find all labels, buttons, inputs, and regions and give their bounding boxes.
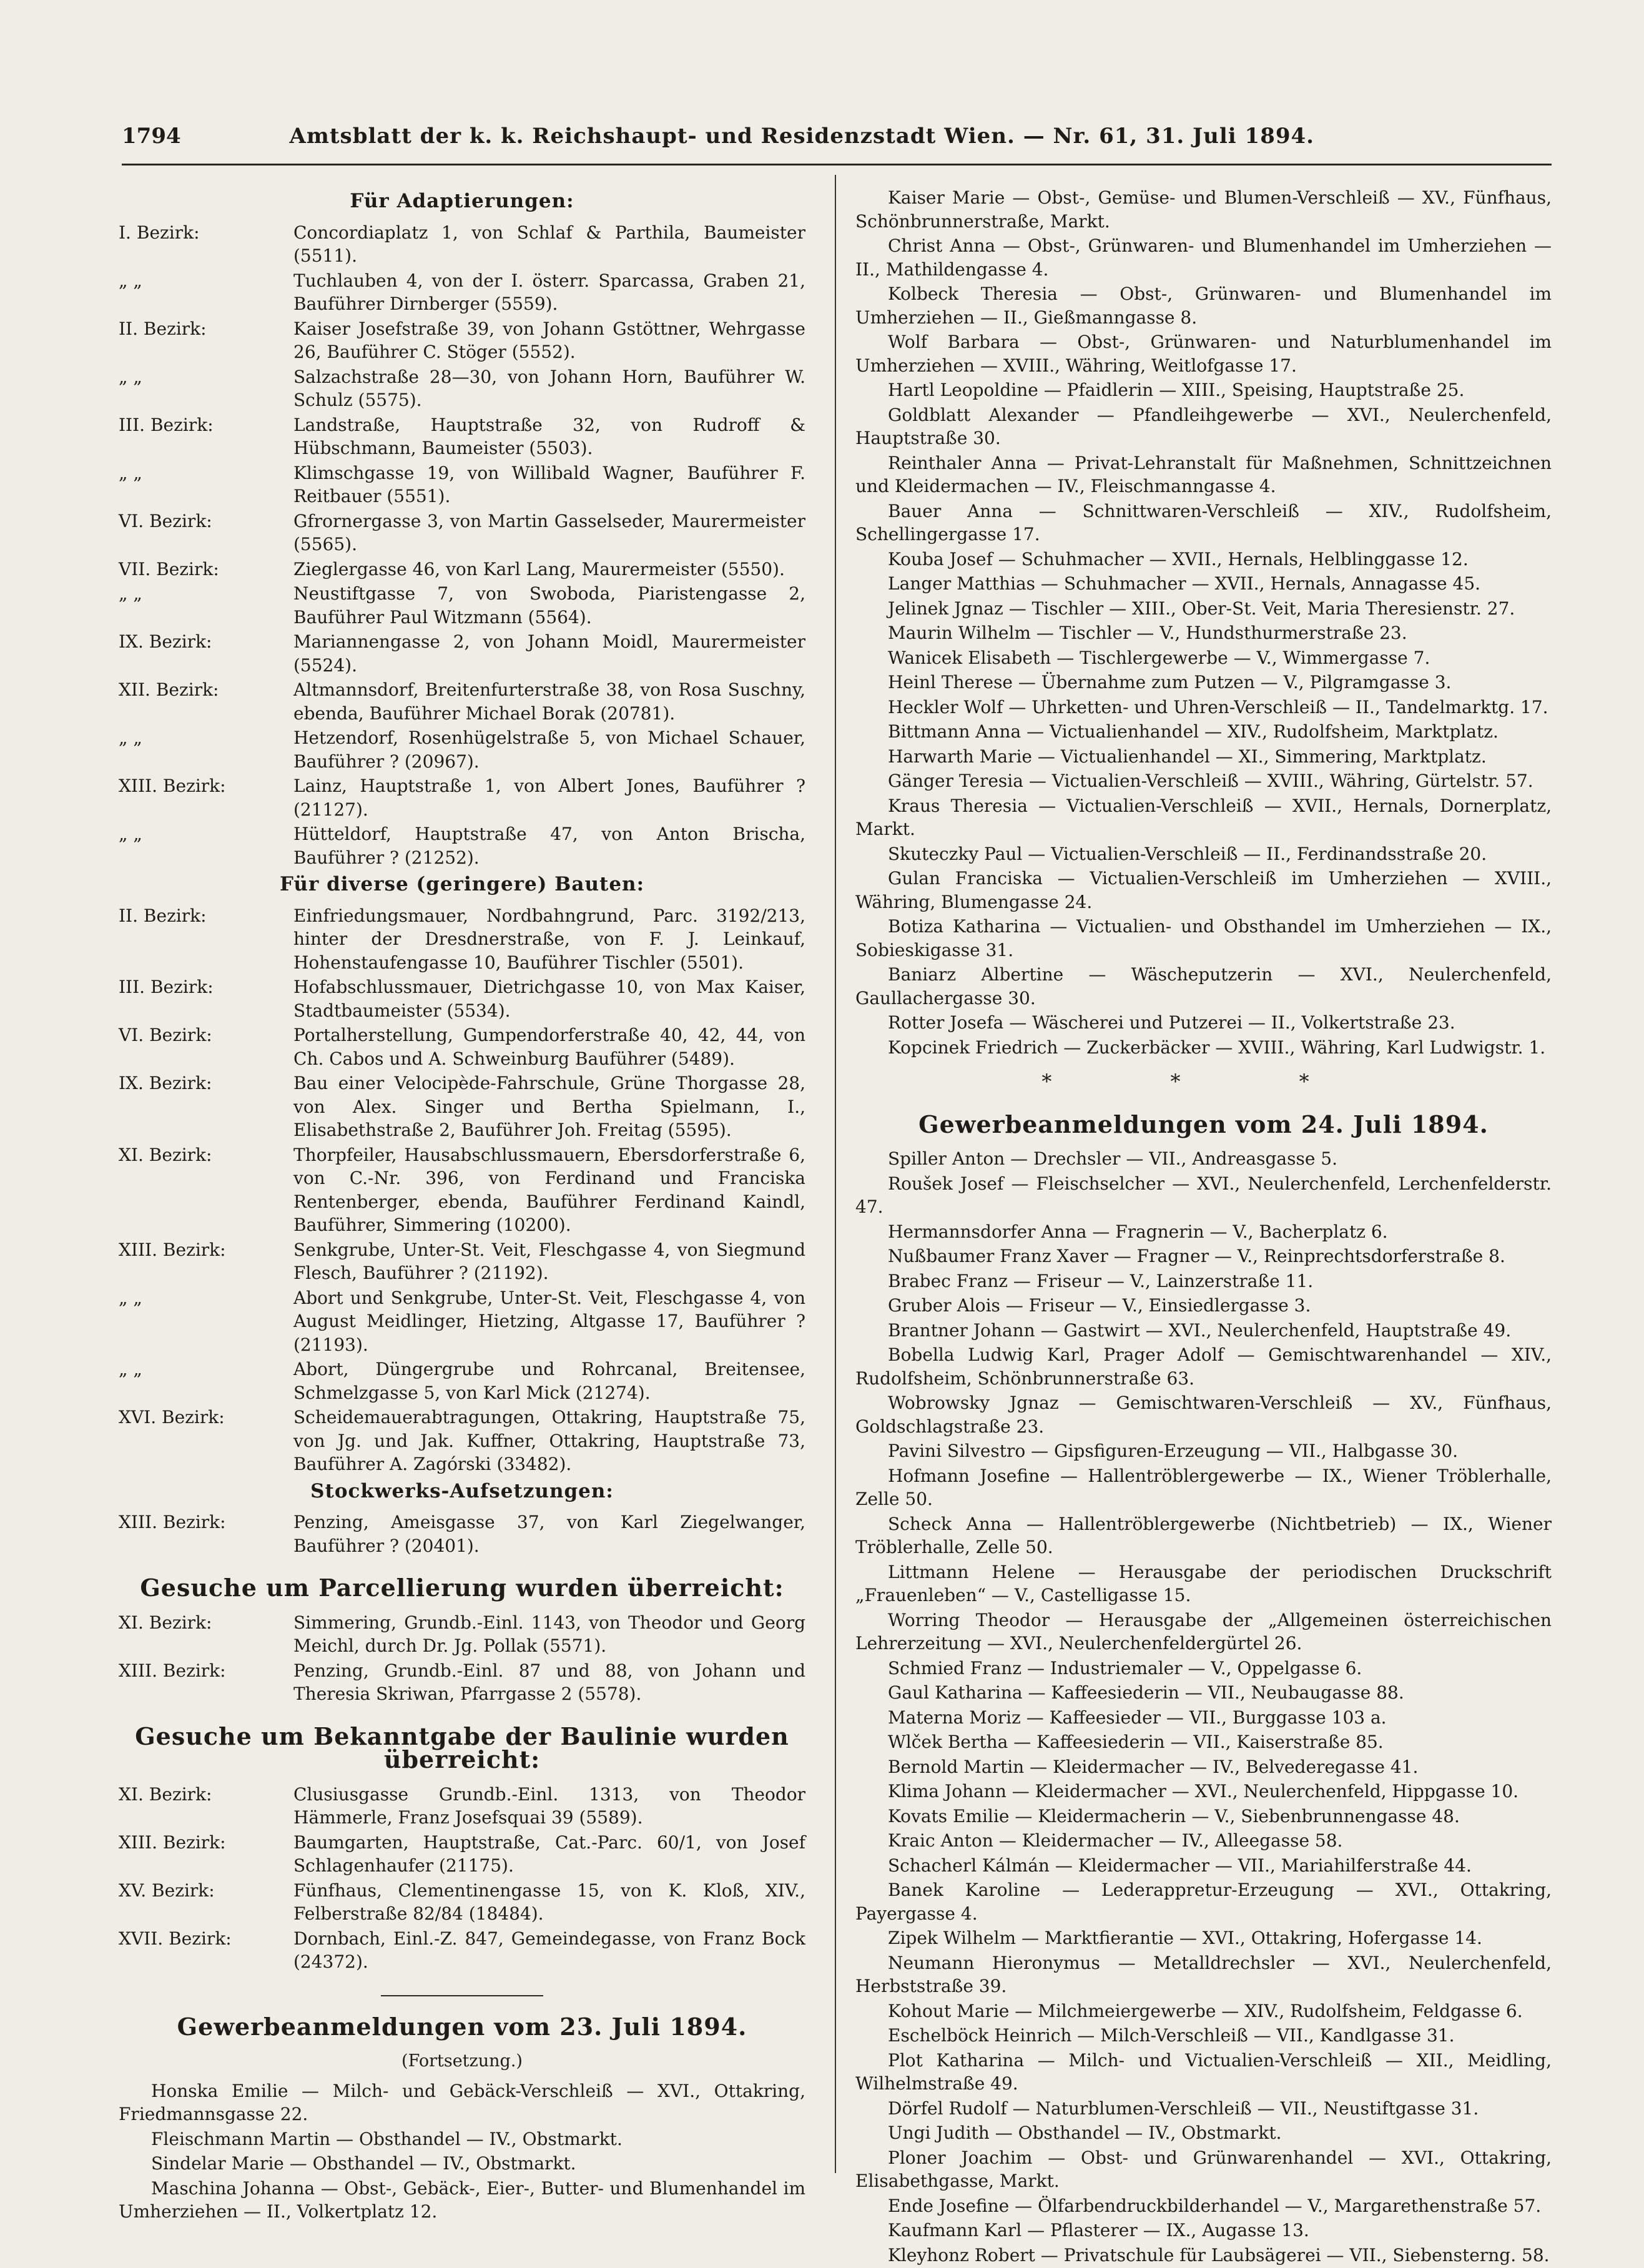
entry-row bbox=[119, 1783, 805, 1830]
parcellierung-list bbox=[119, 1611, 805, 1706]
district-label: XIII. Bezirk: bbox=[119, 1512, 226, 1532]
registration-entry: Schmied Franz — Industriemaler — V., Oppelgasse 6. bbox=[888, 1657, 1362, 1679]
registration-entry: Goldblatt Alexander — Pfandleihgewerbe — XVI., Neulerchenfeld, Hauptstraße 30. bbox=[855, 404, 1552, 448]
continued-entries-list bbox=[855, 186, 1552, 1059]
registration-entry: Ungi Judith — Obsthandel — IV., Obstmarkt. bbox=[888, 2123, 1282, 2143]
registration-entry: Hofmann Josefine — Hallentröblergewerbe — IX., Wiener Tröblerhalle, Zelle 50. bbox=[855, 1465, 1552, 1509]
district-label: II. Bezirk: bbox=[119, 905, 207, 926]
running-title: Amtsblatt der k. k. Reichshaupt- und Residenzstadt Wien. — Nr. 61, 31. Juli 1894. bbox=[289, 124, 1314, 149]
registration-entry: Kraus Theresia — Victualien-Verschleiß — XVII., Hernals, Dornerplatz, Markt. bbox=[855, 795, 1552, 839]
entry-row bbox=[119, 269, 805, 316]
district-label: IX. Bezirk: bbox=[119, 1073, 212, 1093]
registration-entry: Christ Anna — Obst-, Grünwaren- und Blumenhandel im Umherziehen — II., Mathildengasse 4. bbox=[855, 235, 1552, 280]
registration-entry: Neumann Hieronymus — Metalldrechsler — XVI., Neulerchenfeld, Herbststraße 39. bbox=[855, 1952, 1552, 1996]
district-label: XIII. Bezirk: bbox=[119, 776, 226, 796]
district-label: XVI. Bezirk: bbox=[119, 1407, 225, 1427]
registration-entry: Nußbaumer Franz Xaver — Fragner — V., Reinprechtsdorferstraße 8. bbox=[888, 1246, 1505, 1266]
district-label: „ „ bbox=[119, 366, 142, 387]
district-label: XI. Bezirk: bbox=[119, 1783, 212, 1805]
entry-text: Landstraße, Hauptstraße 32, von Rudroff & Hübschmann, Baumeister (5503). bbox=[293, 414, 805, 458]
district-label: XI. Bezirk: bbox=[119, 1612, 212, 1633]
entry-row bbox=[119, 317, 805, 364]
registration-entry: Roušek Josef — Fleischselcher — XVI., Neulerchenfeld, Lerchenfelderstr. 47. bbox=[855, 1173, 1552, 1217]
registration-entry: Reinthaler Anna — Privat-Lehranstalt für Maßnehmen, Schnittzeichnen und Kleidermachen — IV., Fleischmanngasse 4. bbox=[855, 452, 1552, 496]
page-header bbox=[122, 119, 1314, 156]
entry-row bbox=[119, 221, 805, 268]
registration-entry: Scheck Anna — Hallentröblergewerbe (Nichtbetrieb) — IX., Wiener Tröblerhalle, Zelle 50. bbox=[855, 1513, 1552, 1557]
registration-entry: Wlček Bertha — Kaffeesiederin — VII., Kaiserstraße 85. bbox=[888, 1732, 1384, 1752]
entry-text: Thorpfeiler, Hausabschlussmauern, Ebersdorferstraße 6, von C.-Nr. 396, von Ferdinand und Franciska Rentenberger, ebenda, Bauführer Ferdinand Kaindl, Bauführer, Simmering (10200). bbox=[293, 1144, 805, 1235]
district-label: III. Bezirk: bbox=[119, 414, 214, 435]
registration-entry: Harwarth Marie — Victualienhandel — XI., Simmering, Marktplatz. bbox=[888, 746, 1487, 767]
registration-entry: Littmann Helene — Herausgabe der periodischen Druckschrift „Frauenleben“ — V., Castelligasse 15. bbox=[855, 1561, 1552, 1605]
section-rule bbox=[381, 1995, 543, 1996]
registration-entry: Jelinek Jgnaz — Tischler — XIII., Ober-St. Veit, Maria Theresienstr. 27. bbox=[888, 598, 1515, 619]
district-label: XV. Bezirk: bbox=[119, 1880, 215, 1901]
registration-entry: Gaul Katharina — Kaffeesiederin — VII., Neubaugasse 88. bbox=[888, 1682, 1404, 1703]
right-column bbox=[855, 186, 1552, 2268]
entry-text: Bau einer Velocipède-Fahrschule, Grüne Thorgasse 28, von Alex. Singer und Bertha Spielmann, I., Elisabethstraße 2, Bauführer Joh. Freitag (5595). bbox=[293, 1073, 805, 1140]
entry-row bbox=[119, 726, 805, 773]
entry-text: Einfriedungsmauer, Nordbahngrund, Parc. 3192/213, hinter der Dresdnerstraße, von F. J. Leinkauf, Hohenstaufengasse 10, Bauführer Tischler (5501). bbox=[293, 905, 805, 973]
district-label: XIII. Bezirk: bbox=[119, 1660, 226, 1681]
district-label: I. Bezirk: bbox=[119, 222, 200, 243]
district-label: XIII. Bezirk: bbox=[119, 1239, 226, 1260]
continuation-note: (Fortsetzung.) bbox=[401, 2051, 523, 2071]
registration-entry: Materna Moriz — Kaffeesieder — VII., Burggasse 103 a. bbox=[888, 1707, 1387, 1728]
section-heading-gewerbe-23: Gewerbeanmeldungen vom 23. Juli 1894. bbox=[177, 2012, 747, 2041]
registration-entry: Skuteczky Paul — Victualien-Verschleiß — II., Ferdinandsstraße 20. bbox=[888, 843, 1487, 864]
registration-entry: Dörfel Rudolf — Naturblumen-Verschleiß — VII., Neustiftgasse 31. bbox=[888, 2098, 1479, 2119]
entry-row bbox=[119, 1831, 805, 1878]
entry-text: Clusiusgasse Grundb.-Einl. 1313, von Theodor Hämmerle, Franz Josefsquai 39 (5589). bbox=[293, 1783, 805, 1828]
entry-row bbox=[119, 1927, 805, 1974]
registration-entry: Zipek Wilhelm — Marktfierantie — XVI., Ottakring, Hofergasse 14. bbox=[888, 1928, 1482, 1948]
registration-entry: Schacherl Kálmán — Kleidermacher — VII., Mariahilferstraße 44. bbox=[888, 1855, 1472, 1876]
separator-stars: * * * bbox=[1041, 1070, 1366, 1093]
registration-entry: Botiza Katharina — Victualien- und Obsthandel im Umherziehen — IX., Sobieskigasse 31. bbox=[855, 916, 1552, 960]
entry-text: Abort, Düngergrube und Rohrcanal, Breitensee, Schmelzgasse 5, von Karl Mick (21274). bbox=[293, 1359, 805, 1403]
page-number: 1794 bbox=[122, 124, 181, 149]
entry-row bbox=[119, 1659, 805, 1706]
district-label: „ „ bbox=[119, 824, 142, 844]
registration-entry: Brabec Franz — Friseur — V., Lainzerstraße 11. bbox=[888, 1270, 1314, 1291]
stockwerk-list bbox=[119, 1511, 805, 1557]
entry-text: Neustiftgasse 7, von Swoboda, Piaristengasse 2, Bauführer Paul Witzmann (5564). bbox=[293, 583, 805, 628]
district-label: VI. Bezirk: bbox=[119, 510, 212, 531]
registration-entry: Kouba Josef — Schuhmacher — XVII., Hernals, Helblinggasse 12. bbox=[888, 548, 1469, 569]
district-label: „ „ bbox=[119, 583, 142, 604]
header-rule bbox=[122, 164, 1552, 165]
entry-text: Scheidemauerabtragungen, Ottakring, Hauptstraße 75, von Jg. und Jak. Kuffner, Ottakring, Hauptstraße 73, Bauführer A. Zagórski (33482). bbox=[293, 1407, 805, 1474]
registration-entry: Bauer Anna — Schnittwaren-Verschleiß — XIV., Rudolfsheim, Schellingergasse 17. bbox=[855, 500, 1552, 545]
entry-row bbox=[119, 1143, 805, 1237]
entry-text: Klimschgasse 19, von Willibald Wagner, Bauführer F. Reitbauer (5551). bbox=[293, 462, 805, 506]
entry-text: Tuchlauben 4, von der I. österr. Sparcassa, Graben 21, Bauführer Dirnberger (5559). bbox=[293, 270, 805, 314]
district-label: III. Bezirk: bbox=[119, 977, 214, 997]
registration-entry: Gulan Franciska — Victualien-Verschleiß im Umherziehen — XVIII., Währing, Blumengasse 24. bbox=[855, 868, 1552, 912]
registration-entry: Banek Karoline — Lederappretur-Erzeugung — XVI., Ottakring, Payergasse 4. bbox=[855, 1880, 1552, 1924]
registration-entry: Kohout Marie — Milchmeiergewerbe — XIV., Rudolfsheim, Feldgasse 6. bbox=[888, 2000, 1523, 2021]
entry-row bbox=[119, 1238, 805, 1285]
registration-entry: Langer Matthias — Schuhmacher — XVII., Hernals, Annagasse 45. bbox=[888, 573, 1481, 594]
entry-text: Abort und Senkgrube, Unter-St. Veit, Fleschgasse 4, von August Meidlinger, Hietzing, Altgasse 17, Bauführer ? (21193). bbox=[293, 1287, 805, 1355]
section-heading-baulinie: Gesuche um Bekanntgabe der Baulinie wurden überreicht: bbox=[135, 1722, 789, 1773]
district-label: „ „ bbox=[119, 270, 142, 291]
column-divider bbox=[835, 175, 836, 2173]
entry-row bbox=[119, 413, 805, 460]
adaptierungen-list bbox=[119, 221, 805, 870]
registration-entry: Kopcinek Friedrich — Zuckerbäcker — XVIII., Währing, Karl Ludwigstr. 1. bbox=[888, 1037, 1546, 1058]
entry-row bbox=[119, 510, 805, 556]
registration-entry: Kovats Emilie — Kleidermacherin — V., Siebenbrunnengasse 48. bbox=[888, 1805, 1460, 1827]
entry-row bbox=[119, 558, 805, 581]
district-label: IX. Bezirk: bbox=[119, 631, 212, 652]
registration-entry: Eschelböck Heinrich — Milch-Verschleiß — VII., Kandlgasse 31. bbox=[888, 2025, 1455, 2046]
diverse-list bbox=[119, 904, 805, 1476]
registration-entry: Fleischmann Martin — Obsthandel — IV., Obstmarkt. bbox=[151, 2128, 623, 2149]
entry-text: Salzachstraße 28—30, von Johann Horn, Bauführer W. Schulz (5575). bbox=[293, 366, 805, 410]
entry-text: Gfrornergasse 3, von Martin Gasselseder, Maurermeister (5565). bbox=[293, 510, 805, 555]
entry-text: Penzing, Ameisgasse 37, von Karl Ziegelwanger, Bauführer ? (20401). bbox=[293, 1512, 805, 1556]
entry-row bbox=[119, 1072, 805, 1142]
district-label: „ „ bbox=[119, 462, 142, 483]
registration-entry: Hartl Leopoldine — Pfaidlerin — XIII., Speising, Hauptstraße 25. bbox=[888, 380, 1465, 400]
registration-entry: Heinl Therese — Übernahme zum Putzen — V., Pilgramgasse 3. bbox=[888, 672, 1452, 693]
entry-row bbox=[119, 975, 805, 1022]
entry-text: Hofabschlussmauer, Dietrichgasse 10, von Max Kaiser, Stadtbaumeister (5534). bbox=[293, 977, 805, 1021]
entry-row bbox=[119, 904, 805, 975]
registration-entry: Wobrowsky Jgnaz — Gemischtwaren-Verschleiß — XV., Fünfhaus, Goldschlagstraße 23. bbox=[855, 1393, 1552, 1437]
registration-entry: Ende Josefine — Ölfarbendruckbilderhandel — V., Margarethenstraße 57. bbox=[888, 2195, 1542, 2216]
registration-entry: Heckler Wolf — Uhrketten- und Uhren-Verschleiß — II., Tandelmarktg. 17. bbox=[888, 696, 1548, 717]
entry-row bbox=[119, 630, 805, 677]
entry-text: Baumgarten, Hauptstraße, Cat.-Parc. 60/1, von Josef Schlagenhaufer (21175). bbox=[293, 1832, 805, 1876]
entry-text: Penzing, Grundb.-Einl. 87 und 88, von Johann und Theresia Skriwan, Pfarrgasse 2 (5578). bbox=[293, 1660, 805, 1704]
registration-entry: Wolf Barbara — Obst-, Grünwaren- und Naturblumenhandel im Umherziehen — XVIII., Währing, Weitlofgasse 17. bbox=[855, 332, 1552, 376]
left-column bbox=[119, 186, 805, 2225]
registration-entry: Hermannsdorfer Anna — Fragnerin — V., Bacherplatz 6. bbox=[888, 1221, 1388, 1242]
registration-entry: Rotter Josefa — Wäscherei und Putzerei — II., Volkertstraße 23. bbox=[888, 1012, 1455, 1033]
entry-row bbox=[119, 774, 805, 821]
entry-text: Dornbach, Einl.-Z. 847, Gemeindegasse, von Franz Bock (24372). bbox=[293, 1928, 805, 1972]
registration-entry: Gänger Teresia — Victualien-Verschleiß — XVIII., Währing, Gürtelstr. 57. bbox=[888, 771, 1533, 791]
entry-row bbox=[119, 1406, 805, 1476]
entry-row bbox=[119, 1879, 805, 1926]
registration-entry: Klima Johann — Kleidermacher — XVI., Neulerchenfeld, Hippgasse 10. bbox=[888, 1781, 1519, 1802]
entry-row bbox=[119, 1286, 805, 1357]
district-label: XIII. Bezirk: bbox=[119, 1832, 226, 1853]
gewerbe-23-list bbox=[119, 2079, 805, 2224]
entry-text: Lainz, Hauptstraße 1, von Albert Jones, Bauführer ? (21127). bbox=[293, 776, 805, 820]
section-heading-diverse: Für diverse (geringere) Bauten: bbox=[279, 873, 645, 895]
entry-row bbox=[119, 1511, 805, 1557]
section-heading-stockwerk: Stockwerks-Aufsetzungen: bbox=[310, 1479, 614, 1502]
entry-text: Altmannsdorf, Breitenfurterstraße 38, von Rosa Suschny, ebenda, Bauführer Michael Borak (20781). bbox=[293, 679, 805, 724]
registration-entry: Bernold Martin — Kleidermacher — IV., Belvederegasse 41. bbox=[888, 1756, 1419, 1777]
district-label: VII. Bezirk: bbox=[119, 558, 219, 579]
registration-entry: Kaufmann Karl — Pflasterer — IX., Augasse 13. bbox=[888, 2220, 1309, 2241]
entry-row bbox=[119, 1358, 805, 1404]
registration-entry: Ploner Joachim — Obst- und Grünwarenhandel — XVI., Ottakring, Elisabethgasse, Markt. bbox=[855, 2147, 1552, 2191]
entry-row bbox=[119, 822, 805, 869]
district-label: „ „ bbox=[119, 1287, 142, 1308]
registration-entry: Sindelar Marie — Obsthandel — IV., Obstmarkt. bbox=[151, 2153, 576, 2174]
registration-entry: Gruber Alois — Friseur — V., Einsiedlergasse 3. bbox=[888, 1295, 1311, 1316]
registration-entry: Pavini Silvestro — Gipsfiguren-Erzeugung — VII., Halbgasse 30. bbox=[888, 1441, 1459, 1461]
entry-row bbox=[119, 1023, 805, 1070]
registration-entry: Maurin Wilhelm — Tischler — V., Hundsthurmerstraße 23. bbox=[888, 623, 1407, 643]
registration-entry: Maschina Johanna — Obst-, Gebäck-, Eier-, Butter- und Blumenhandel im Umherziehen — II., Volkertplatz 12. bbox=[119, 2177, 805, 2222]
registration-entry: Bittmann Anna — Victualienhandel — XIV., Rudolfsheim, Marktplatz. bbox=[888, 721, 1499, 742]
entry-row bbox=[119, 582, 805, 629]
district-label: XI. Bezirk: bbox=[119, 1144, 212, 1165]
entry-text: Senkgrube, Unter-St. Veit, Fleschgasse 4, von Siegmund Flesch, Bauführer ? (21192). bbox=[293, 1239, 805, 1283]
registration-entry: Kaiser Marie — Obst-, Gemüse- und Blumen-Verschleiß — XV., Fünfhaus, Schönbrunnerstraße, Markt. bbox=[855, 187, 1552, 232]
registration-entry: Kleyhonz Robert — Privatschule für Laubsägerei — VII., Siebensterng. 58. bbox=[888, 2244, 1550, 2266]
district-label: II. Bezirk: bbox=[119, 318, 207, 339]
entry-row bbox=[119, 365, 805, 412]
entry-text: Hütteldorf, Hauptstraße 47, von Anton Brischa, Bauführer ? (21252). bbox=[293, 824, 805, 868]
gewerbe-24-list bbox=[855, 1147, 1552, 2267]
district-label: XVII. Bezirk: bbox=[119, 1928, 232, 1949]
district-label: VI. Bezirk: bbox=[119, 1025, 212, 1045]
entry-text: Portalherstellung, Gumpendorferstraße 40, 42, 44, von Ch. Cabos und A. Schweinburg Bauführer (5489). bbox=[293, 1025, 805, 1069]
section-heading-adaptierungen: Für Adaptierungen: bbox=[350, 190, 574, 212]
entry-row bbox=[119, 678, 805, 725]
registration-entry: Brantner Johann — Gastwirt — XVI., Neulerchenfeld, Hauptstraße 49. bbox=[888, 1319, 1512, 1341]
entry-text: Concordiaplatz 1, von Schlaf & Parthila, Baumeister (5511). bbox=[293, 222, 805, 266]
registration-entry: Baniarz Albertine — Wäscheputzerin — XVI., Neulerchenfeld, Gaullachergasse 30. bbox=[855, 964, 1552, 1008]
district-label: „ „ bbox=[119, 727, 142, 748]
registration-entry: Worring Theodor — Herausgabe der „Allgemeinen österreichischen Lehrerzeitung — XVI., Neulerchenfeldergürtel 26. bbox=[855, 1609, 1552, 1654]
entry-text: Kaiser Josefstraße 39, von Johann Gstöttner, Wehrgasse 26, Bauführer C. Stöger (5552). bbox=[293, 318, 805, 362]
registration-entry: Wanicek Elisabeth — Tischlergewerbe — V., Wimmergasse 7. bbox=[888, 647, 1430, 668]
district-label: XII. Bezirk: bbox=[119, 679, 219, 700]
registration-entry: Kraic Anton — Kleidermacher — IV., Alleegasse 58. bbox=[888, 1830, 1343, 1851]
registration-entry: Bobella Ludwig Karl, Prager Adolf — Gemischtwarenhandel — XIV., Rudolfsheim, Schönbrunnerstraße 63. bbox=[855, 1344, 1552, 1389]
entry-text: Hetzendorf, Rosenhügelstraße 5, von Michael Schauer, Bauführer ? (20967). bbox=[293, 727, 805, 772]
entry-text: Mariannengasse 2, von Johann Moidl, Maurermeister (5524). bbox=[293, 631, 805, 676]
entry-row bbox=[119, 461, 805, 508]
entry-row bbox=[119, 1611, 805, 1658]
entry-text: Simmering, Grundb.-Einl. 1143, von Theodor und Georg Meichl, durch Dr. Jg. Pollak (5571). bbox=[293, 1612, 805, 1656]
section-heading-parcellierung: Gesuche um Parcellierung wurden überreicht: bbox=[140, 1574, 784, 1602]
registration-entry: Spiller Anton — Drechsler — VII., Andreasgasse 5. bbox=[888, 1148, 1338, 1169]
registration-entry: Kolbeck Theresia — Obst-, Grünwaren- und Blumenhandel im Umherziehen — II., Gießmanngasse 8. bbox=[855, 284, 1552, 328]
entry-text: Zieglergasse 46, von Karl Lang, Maurermeister (5550). bbox=[293, 558, 785, 579]
district-label: „ „ bbox=[119, 1359, 142, 1379]
section-heading-gewerbe-24: Gewerbeanmeldungen vom 24. Juli 1894. bbox=[918, 1110, 1489, 1138]
baulinie-list bbox=[119, 1783, 805, 1974]
registration-entry: Plot Katharina — Milch- und Victualien-Verschleiß — XII., Meidling, Wilhelmstraße 49. bbox=[855, 2049, 1552, 2094]
registration-entry: Honska Emilie — Milch- und Gebäck-Verschleiß — XVI., Ottakring, Friedmannsgasse 22. bbox=[119, 2080, 805, 2124]
entry-text: Fünfhaus, Clementinengasse 15, von K. Kloß, XIV., Felberstraße 82/84 (18484). bbox=[293, 1880, 805, 1924]
